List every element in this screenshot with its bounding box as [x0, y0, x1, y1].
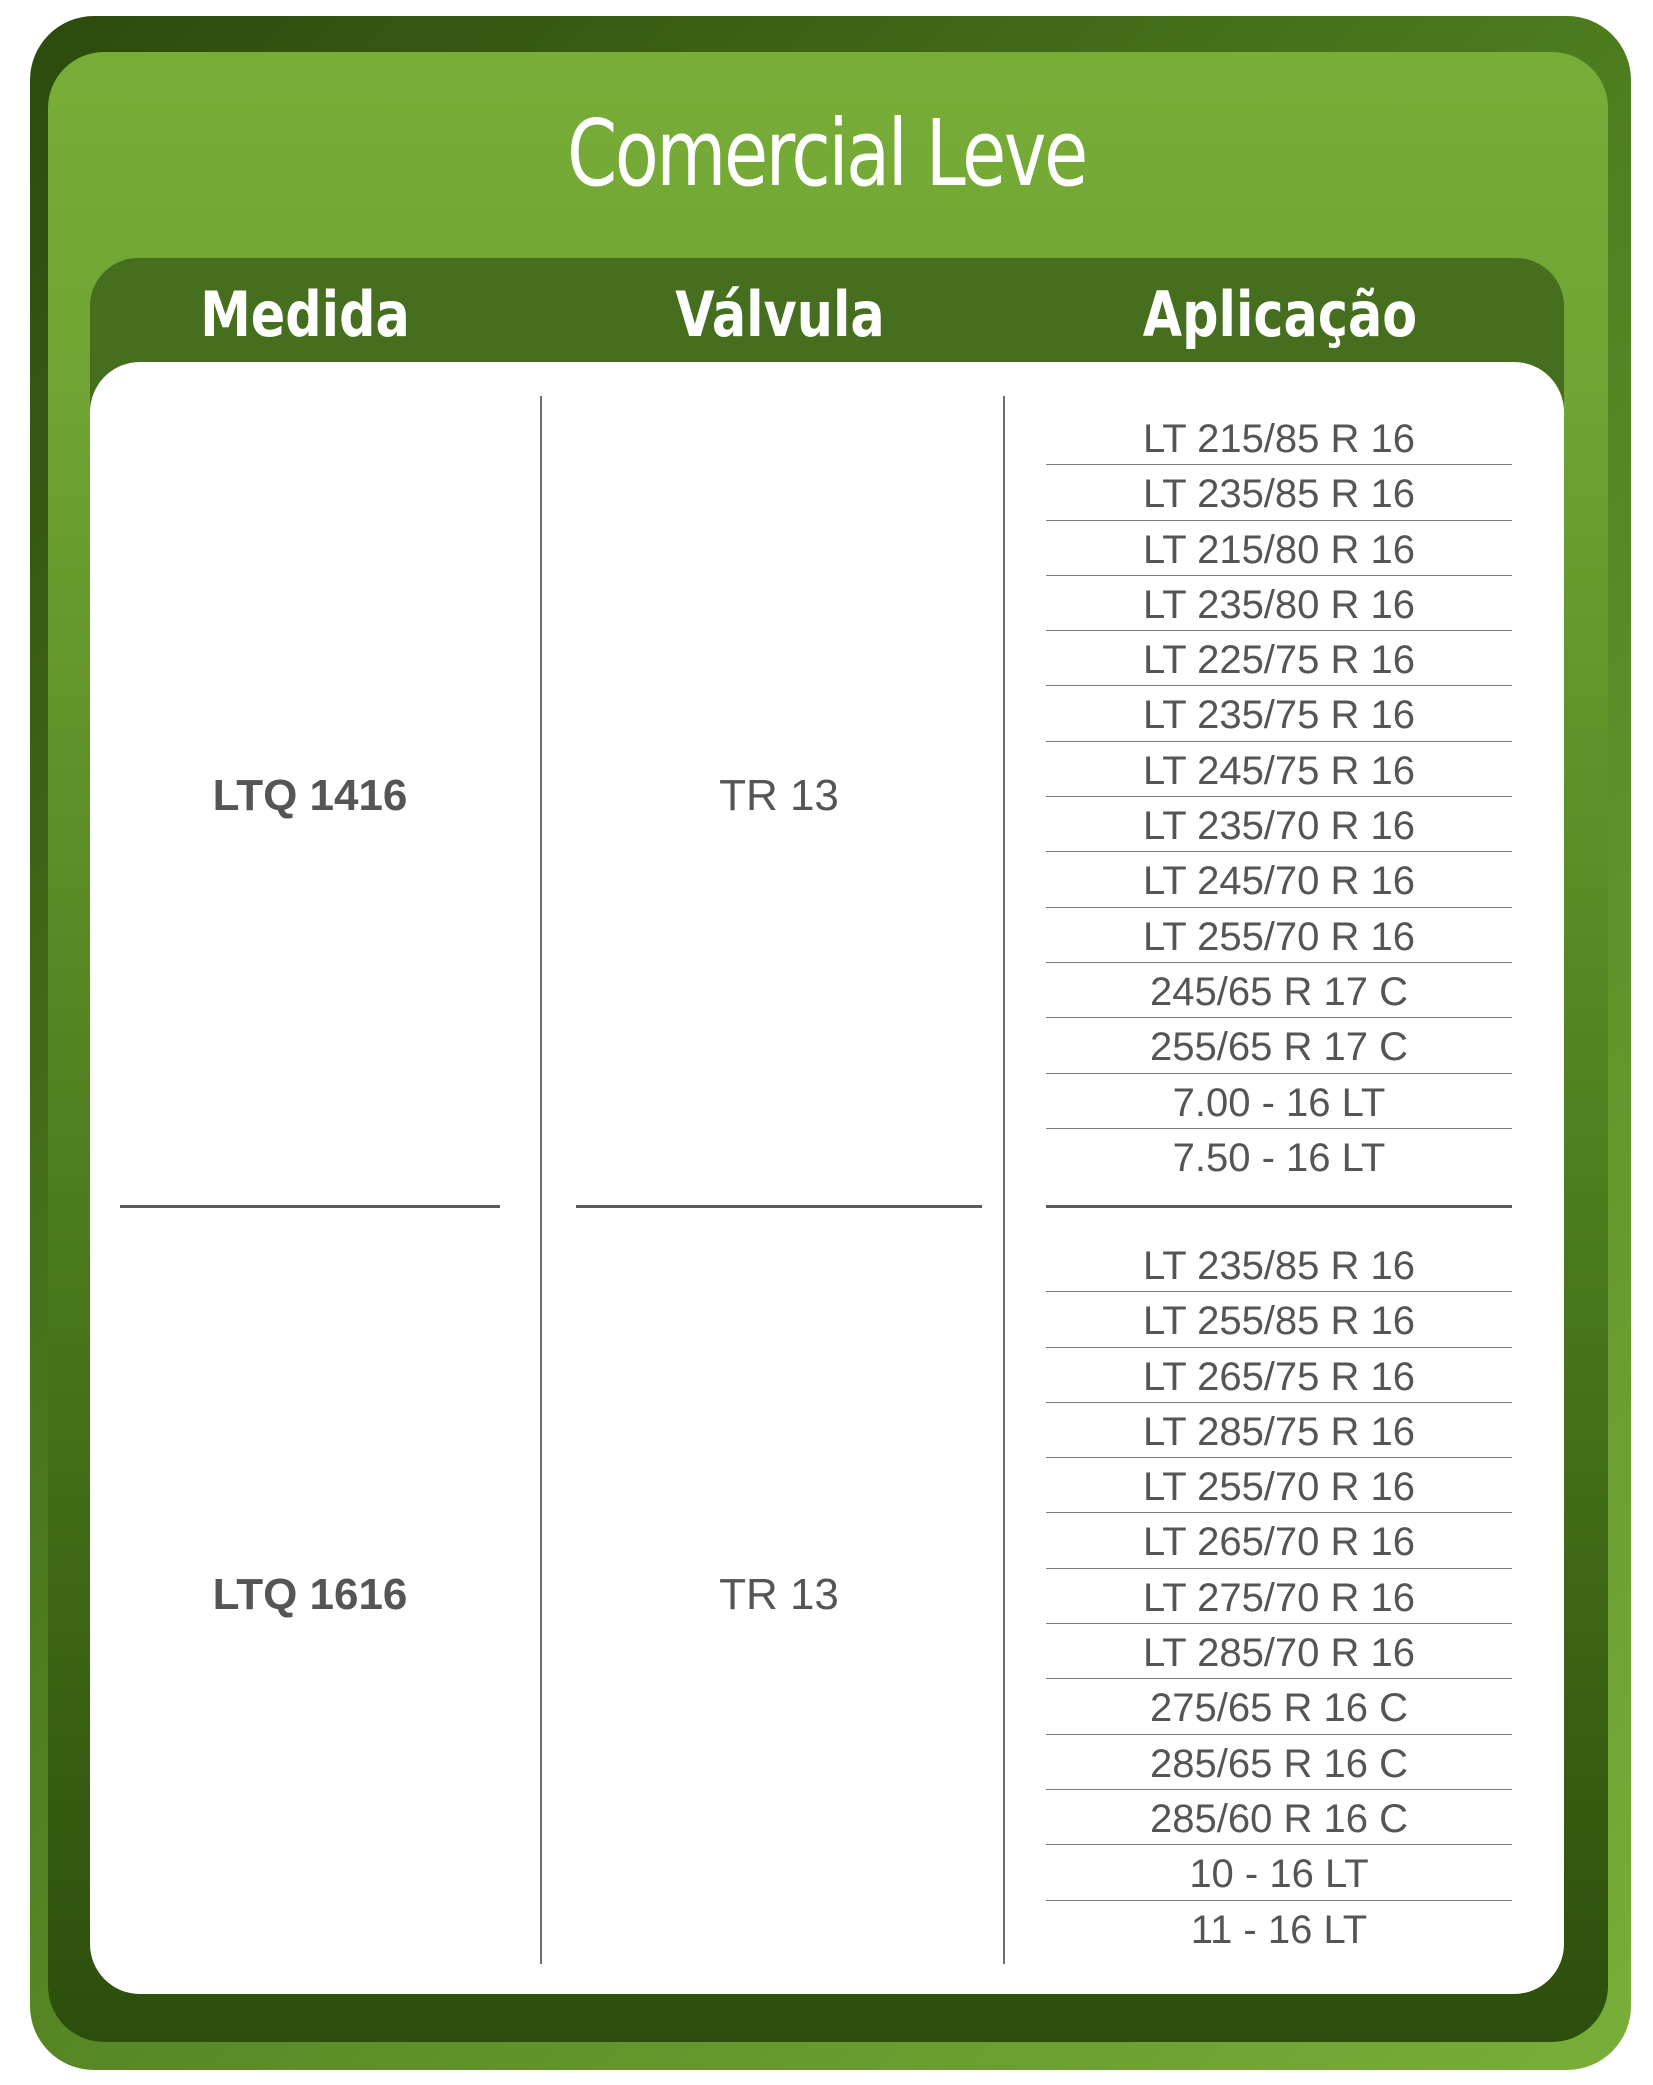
aplicacao-item: LT 215/85 R 16: [1046, 410, 1512, 465]
aplicacao-item: 11 - 16 LT: [1190, 1907, 1368, 1952]
aplicacao-item: LT 235/85 R 16: [1046, 1237, 1512, 1292]
medida-cell: LTQ 1616: [212, 1570, 408, 1619]
aplicacao-item: LT 255/70 R 16: [1046, 908, 1512, 963]
aplicacao-item: LT 255/85 R 16: [1046, 1292, 1512, 1347]
aplicacao-item: 285/60 R 16 C: [1046, 1790, 1512, 1845]
aplicacao-item: LT 215/80 R 16: [1046, 521, 1512, 576]
aplicacao-item: LT 235/70 R 16: [1046, 797, 1512, 852]
aplicacao-item: LT 235/75 R 16: [1046, 686, 1512, 741]
aplicacao-item: LT 265/70 R 16: [1046, 1513, 1512, 1568]
aplicacao-item: LT 245/75 R 16: [1046, 742, 1512, 797]
header-valvula: Válvula: [675, 278, 885, 351]
aplicacao-item: LT 225/75 R 16: [1046, 631, 1512, 686]
header-medida: Medida: [200, 278, 410, 351]
group-separator: [1046, 1205, 1512, 1208]
column-divider: [540, 396, 542, 1964]
aplicacao-item: LT 265/75 R 16: [1046, 1348, 1512, 1403]
aplicacao-item: LT 285/75 R 16: [1046, 1403, 1512, 1458]
page-title: Comercial Leve: [567, 100, 1086, 207]
header-aplicacao: Aplicação: [1142, 278, 1418, 351]
aplicacao-item: LT 255/70 R 16: [1046, 1458, 1512, 1513]
valvula-cell: TR 13: [719, 1570, 839, 1619]
aplicacao-item: 245/65 R 17 C: [1046, 963, 1512, 1018]
aplicacao-item: LT 285/70 R 16: [1046, 1624, 1512, 1679]
aplicacao-item: 7.50 - 16 LT: [1172, 1135, 1386, 1180]
aplicacao-item: LT 235/85 R 16: [1046, 465, 1512, 520]
valvula-cell: TR 13: [719, 771, 839, 820]
column-divider: [1003, 396, 1005, 1964]
aplicacao-list: [1046, 410, 1512, 1184]
aplicacao-list: [1046, 1237, 1512, 1956]
aplicacao-item: LT 235/80 R 16: [1046, 576, 1512, 631]
aplicacao-item: 275/65 R 16 C: [1046, 1679, 1512, 1734]
aplicacao-item: 7.00 - 16 LT: [1046, 1074, 1512, 1129]
aplicacao-item: 255/65 R 17 C: [1046, 1018, 1512, 1073]
aplicacao-item: 10 - 16 LT: [1046, 1845, 1512, 1900]
aplicacao-item: 285/65 R 16 C: [1046, 1735, 1512, 1790]
medida-cell: LTQ 1416: [212, 771, 408, 820]
group-separator: [120, 1205, 500, 1208]
group-separator: [576, 1205, 982, 1208]
aplicacao-item: LT 275/70 R 16: [1046, 1569, 1512, 1624]
aplicacao-item: LT 245/70 R 16: [1046, 852, 1512, 907]
